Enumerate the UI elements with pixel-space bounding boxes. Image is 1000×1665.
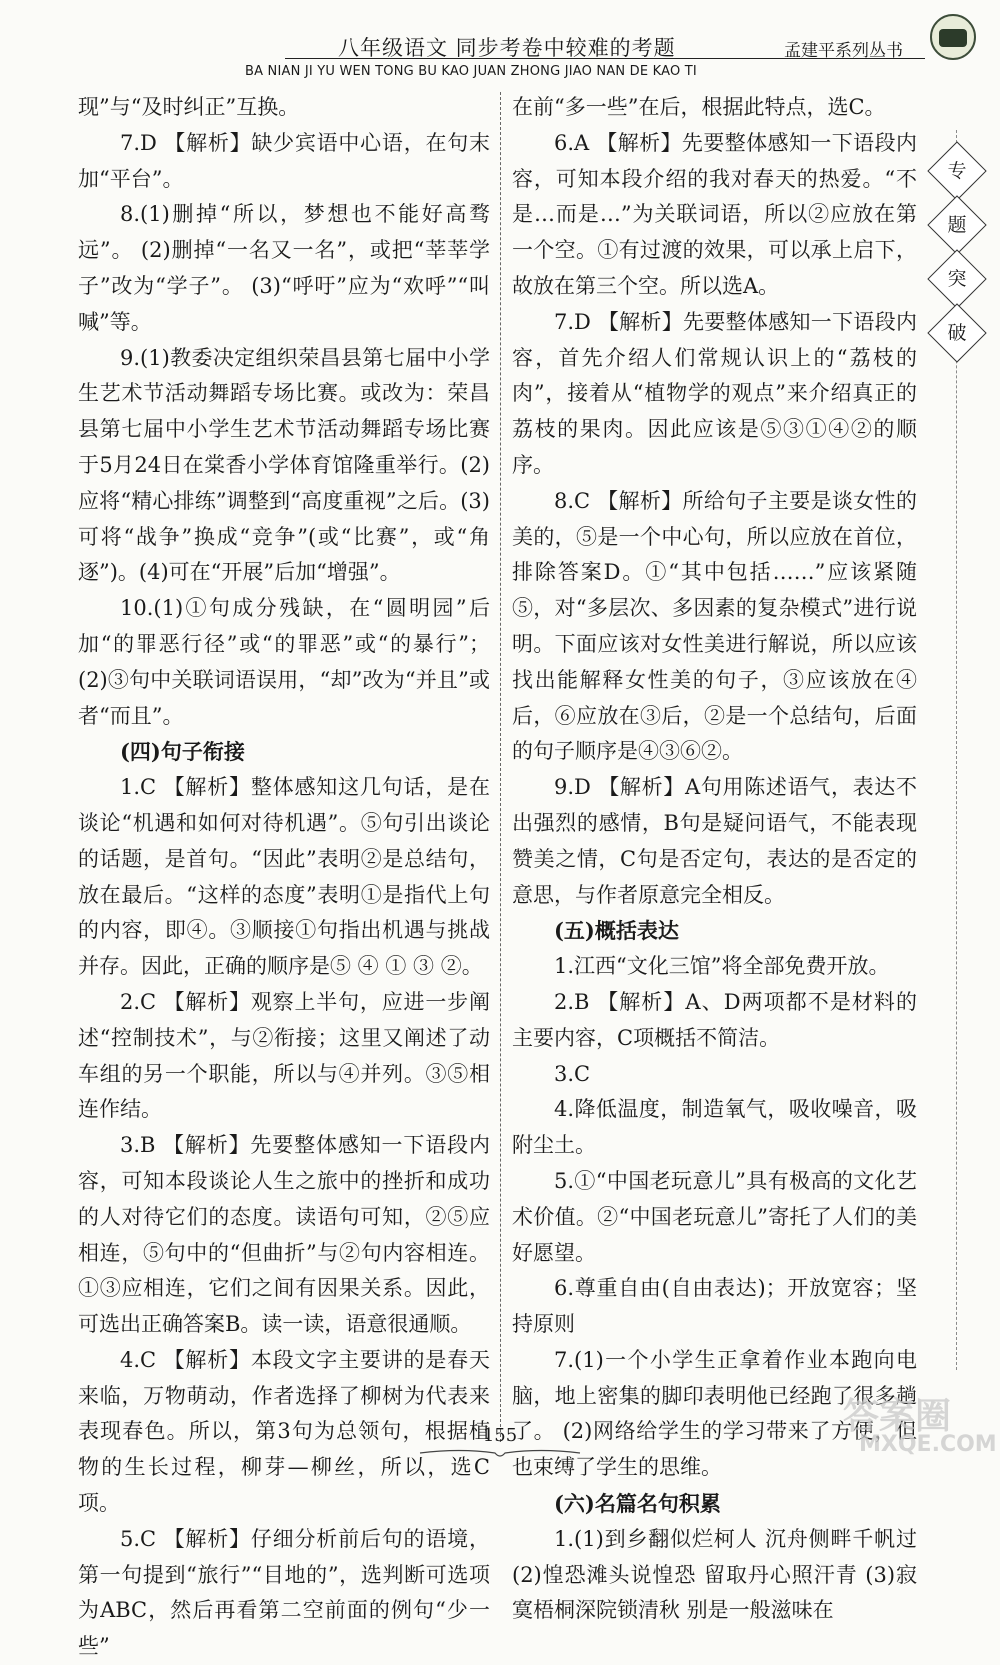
answer-paragraph: 4.降低温度，制造氧气，吸收噪音，吸附尘土。 [512, 1097, 917, 1158]
left-column [78, 90, 490, 1665]
answer-paragraph: 7.D 【解析】先要整体感知一下语段内容，首先介绍人们常规认识上的“荔枝的肉”，接着从“植物学的观点”来介绍真正的荔枝的果肉。因此应该是⑤③①④②的顺序。 [512, 309, 917, 477]
section-heading: (四)句子衔接 [120, 739, 245, 765]
answer-paragraph: 8.(1)删掉“所以，梦想也不能好高骛远”。 (2)删掉“一名又一名”，或把“莘莘学子”改为“学子”。 (3)“呼吁”应为“欢呼”“叫喊”等。 [78, 202, 490, 334]
sidebar-badges [922, 130, 992, 1370]
answer-paragraph: 在前“多一些”在后，根据此特点，选C。 [512, 95, 886, 119]
answer-paragraph: 4.C 【解析】本段文字主要讲的是春天来临，万物萌动，作者选择了柳树为代表来表现春色。所以，第3句为总领句，根据植物的生长过程，柳芽—柳丝，所以，选C项。 [78, 1347, 490, 1516]
answer-paragraph: 9.D 【解析】A句用陈述语气，表达不出强烈的感情，B句是疑问语气，不能表现赞美之情，C句是否定句，表达的是否定的意思，与作者原意完全相反。 [512, 775, 917, 907]
sidebar-badge-3 [927, 249, 986, 308]
answer-paragraph: 7.(1)一个小学生正拿着作业本跑向电脑，地上密集的脚印表明他已经跑了很多趟了。 (2)网络给学生的学习带来了方便，但也束缚了学生的思维。 [512, 1347, 917, 1480]
series-name: 孟建平系列丛书 [784, 41, 903, 61]
answer-paragraph: 5.①“中国老玩意儿”具有极高的文化艺术价值。②“中国老玩意儿”寄托了人们的美好愿望。 [512, 1168, 917, 1265]
sidebar-badge-label: 破 [947, 322, 967, 344]
sidebar-badge-4 [927, 303, 986, 362]
answer-paragraph: 10.(1)①句成分残缺，在“圆明园”后加“的罪恶行径”或“的罪恶”或“的暴行”；(2)③句中关联词语误用，“却”改为“并且”或者“而且”。 [78, 596, 490, 728]
answer-paragraph: 7.D 【解析】缺少宾语中心语，在句末加“平台”。 [78, 130, 490, 191]
sidebar-badge-label: 专 [947, 160, 967, 182]
answer-paragraph: 现”与“及时纠正”互换。 [78, 95, 300, 119]
answer-paragraph: 6.A 【解析】先要整体感知一下语段内容，可知本段介绍的我对春天的热爱。“不是…而是…”为关联词语，所以②应放在第一个空。①有过渡的效果，可以承上启下，故放在第三个空。所以选A。 [512, 130, 917, 298]
book-title-pinyin: BA NIAN JI YU WEN TONG BU KAO JUAN ZHONG JIAO NAN DE KAO TI [245, 64, 697, 79]
answer-paragraph: 1.C 【解析】整体感知这几句话，是在谈论“机遇和如何对待机遇”。⑤句引出谈论的话题，是首句。“因此”表明②是总结句，放在最后。“这样的态度”表明①是指代上句的内容，即④。③顺接①句指出机遇与挑战并存。因此，正确的顺序是⑤ ④ ① ③ ②。 [78, 775, 490, 979]
book-title: 八年级语文 同步考卷中较难的考题 [338, 36, 676, 60]
section-heading: (五)概括表达 [554, 918, 679, 944]
watermark-line-1: 答案圈 [843, 1396, 952, 1437]
watermark-line-2: MXQE.COM [859, 1432, 997, 1457]
header-rule [285, 58, 925, 59]
page-number: 155 [482, 1425, 518, 1446]
column-divider [500, 92, 501, 1442]
answer-paragraph: 2.C 【解析】观察上半句，应进一步阐述“控制技术”，与②衔接；这里又阐述了动车组的另一个职能，所以与④并列。③⑤相连作结。 [78, 989, 490, 1122]
watermark [835, 1388, 995, 1463]
page-header [40, 28, 920, 84]
sidebar-badge-1 [927, 141, 986, 200]
footer-ornament-icon [410, 1446, 590, 1460]
sidebar-badge-2 [927, 195, 986, 254]
answer-paragraph: 3.B 【解析】先要整体感知一下语段内容，可知本段谈论人生之旅中的挫折和成功的人对待它们的态度。读语句可知，②⑤应相连，⑤句中的“但曲折”与②句内容相连。①③应相连，它们之间有因果关系。因此，可选出正确答案B。读一读，语意很通顺。 [78, 1133, 490, 1337]
section-heading: (六)名篇名句积累 [554, 1491, 721, 1517]
publisher-logo-icon [930, 14, 976, 60]
sidebar-badge-label: 题 [947, 214, 967, 236]
answer-paragraph: 9.(1)教委决定组织荣昌县第七届中小学生艺术节活动舞蹈专场比赛。或改为：荣昌县第七届中小学生艺术节活动舞蹈专场比赛于5月24日在棠香小学体育馆隆重举行。(2)应将“精心排练”调整到“高度重视”之后。(3)可将“战争”换成“竞争”(或“比赛”，或“角逐”)。(4)可在“开展”后加“增强”。 [78, 345, 490, 585]
sidebar-badge-label: 突 [947, 268, 967, 290]
answer-paragraph: 1.江西“文化三馆”将全部免费开放。 [554, 954, 890, 979]
answer-paragraph: 1.(1)到乡翻似烂柯人 沉舟侧畔千帆过 (2)惶恐滩头说惶恐 留取丹心照汗青 (3)寂寞梧桐深院锁清秋 别是一般滋味在 [512, 1526, 917, 1623]
answer-paragraph: 6.尊重自由(自由表达)；开放宽容；坚持原则 [512, 1276, 917, 1337]
answer-paragraph: 2.B 【解析】A、D两项都不是材料的主要内容，C项概括不简洁。 [512, 989, 917, 1050]
answer-paragraph: 8.C 【解析】所给句子主要是谈女性的美的，⑤是一个中心句，所以应放在首位，排除答案D。①“其中包括……”应该紧随⑤，对“多层次、多因素的复杂模式”进行说明。下面应该对女性美进行解说，所以应该找出能解释女性美的句子，③应该放在④后，⑥应放在③后，②是一个总结句，后面的句子顺序是④③⑥②。 [512, 488, 917, 764]
answer-paragraph: 5.C 【解析】仔细分析前后句的语境，第一句提到“旅行”“目地的”，选判断可选项为ABC，然后再看第二空前面的例句“少一些” [78, 1526, 490, 1659]
answer-paragraph: 3.C [554, 1061, 591, 1086]
